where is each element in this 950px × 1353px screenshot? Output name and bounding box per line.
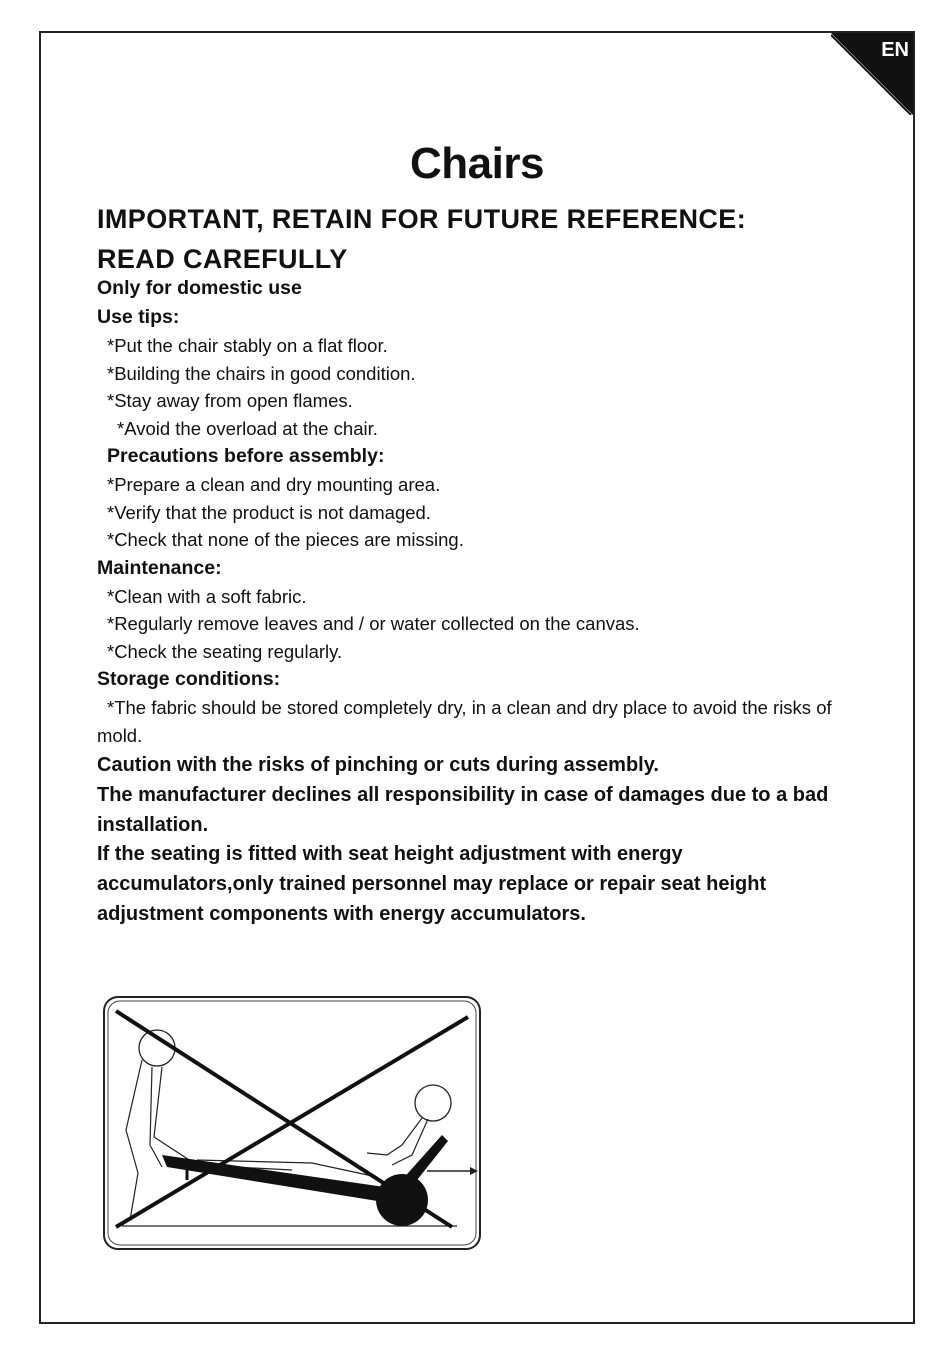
warnings xyxy=(97,751,837,930)
important-line-1: IMPORTANT, RETAIN FOR FUTURE REFERENCE: xyxy=(97,204,747,234)
maintenance-item: *Regularly remove leaves and / or water collected on the canvas. xyxy=(107,613,640,634)
maintenance-item: *Check the seating regularly. xyxy=(107,640,343,662)
use-tip-item: *Avoid the overload at the chair. xyxy=(117,417,378,439)
precautions-heading: Precautions before assembly: xyxy=(107,445,385,467)
warning-item: The manufacturer declines all responsibility in case of damages due to a bad installation. xyxy=(97,783,829,836)
important-line-2: READ CAREFULLY xyxy=(97,244,348,274)
use-tip-item: *Building the chairs in good condition. xyxy=(107,362,416,384)
important-notice xyxy=(97,199,746,279)
use-tip-item: *Put the chair stably on a flat floor. xyxy=(107,335,388,356)
storage-heading: Storage conditions: xyxy=(97,668,281,690)
instructions xyxy=(97,274,867,930)
maintenance-item: *Clean with a soft fabric. xyxy=(107,585,307,607)
warning-item: If the seating is fitted with seat height adjustment with energy accumulators,only trained personnel may replace or repair seat height adjustment components with energy accumulators. xyxy=(97,843,767,925)
use-tip-item: *Stay away from open flames. xyxy=(107,390,353,411)
page-frame xyxy=(39,31,915,1324)
no-reclining-warning-illustration xyxy=(102,995,482,1251)
precaution-item: *Prepare a clean and dry mounting area. xyxy=(107,474,441,495)
maintenance-heading: Maintenance: xyxy=(97,556,222,579)
warning-item: Caution with the risks of pinching or cuts during assembly. xyxy=(97,754,659,776)
precaution-item: *Verify that the product is not damaged. xyxy=(107,501,431,523)
precaution-item: *Check that none of the pieces are missing. xyxy=(107,529,464,550)
language-badge: EN xyxy=(881,39,909,61)
use-tips-heading: Use tips: xyxy=(97,306,180,328)
storage-text: *The fabric should be stored completely dry, in a clean and dry place to avoid the risks of mold. xyxy=(97,697,832,746)
domestic-use-note: Only for domestic use xyxy=(97,277,302,299)
page-title: Chairs xyxy=(410,139,544,188)
